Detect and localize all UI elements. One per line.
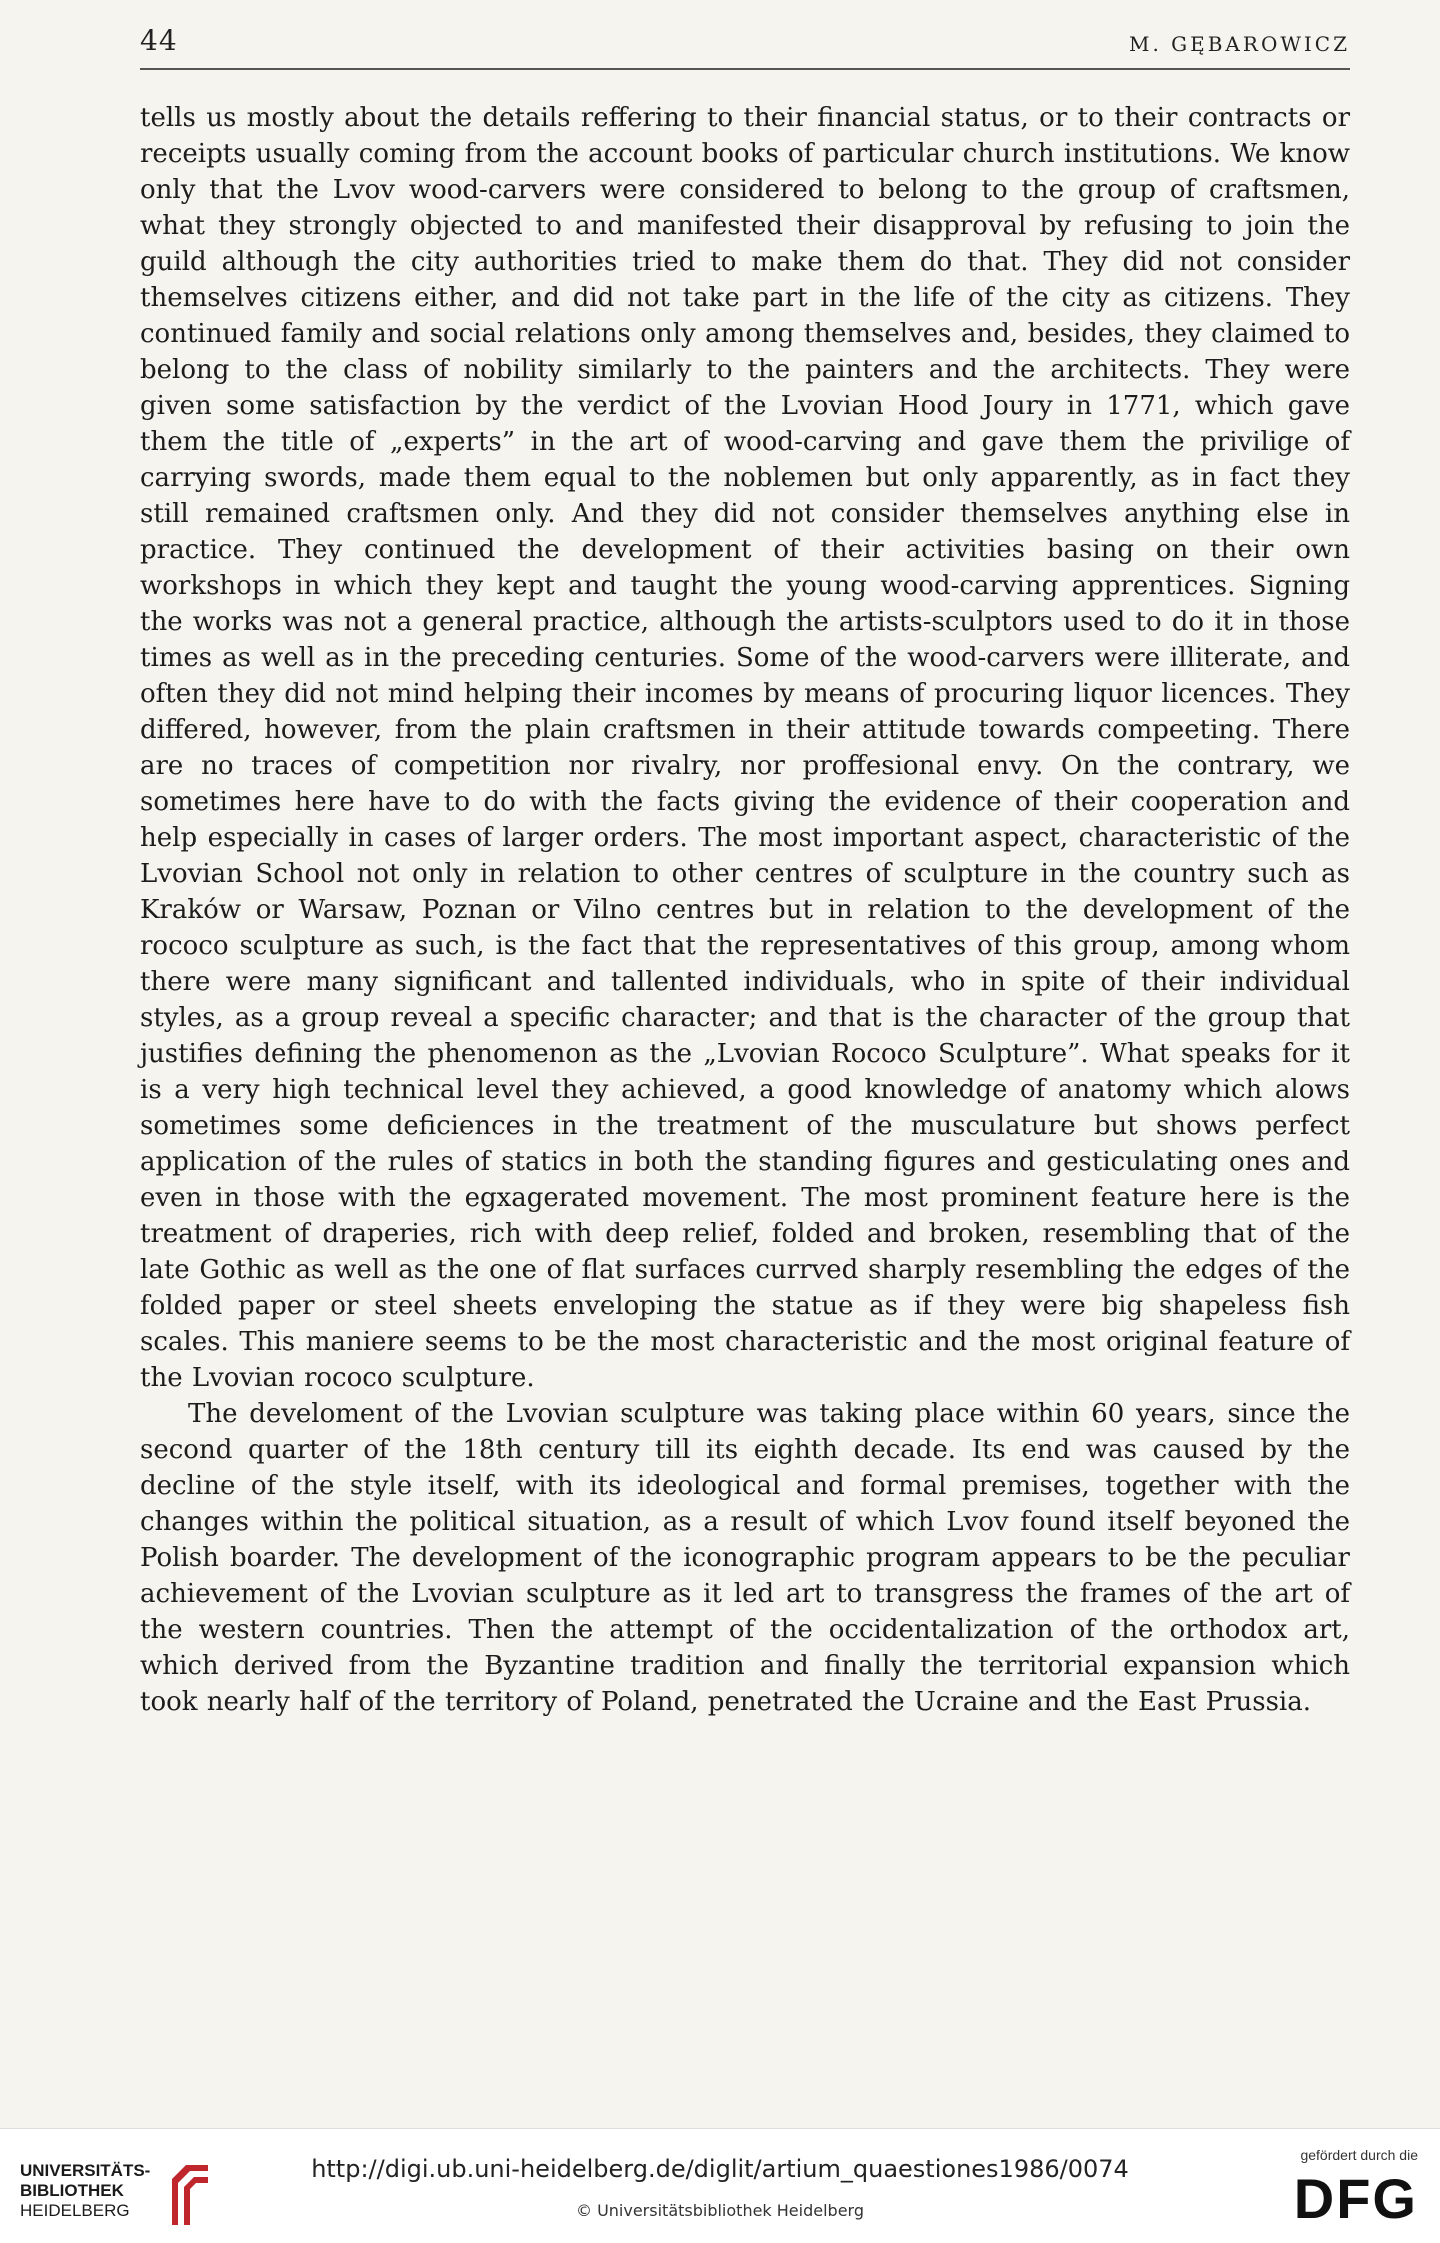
dfg-sponsor[interactable] [1268, 2147, 1418, 2237]
article-body [140, 100, 1350, 1720]
library-name [20, 2161, 150, 2221]
running-head [140, 24, 1350, 70]
running-head-author: M. GĘBAROWICZ [1128, 32, 1350, 56]
paragraph: The develoment of the Lvovian sculpture was taking place within 60 years, since the second quarter of the 18th century till its eighth decade. Its end was caused by the decline of the style itself, with its ideological and formal premises, together with the changes within the political situation, as a result of which Lvov found itself beyoned the Polish boarder. The development of the iconographic program appears to be the peculiar achievement of the Lvovian sculpture as it led art to transgress the frames of the art of the western countries. Then the attempt of the occidentalization of the orthodox art, which derived from the Byzantine tradition and finally the territorial expansion which took nearly half of the territory of Poland, penetrated the Ucraine and the East Prussia. [140, 1399, 1350, 1717]
dfg-logo: DFG [1293, 2167, 1418, 2230]
paragraph: tells us mostly about the details reffering to their financial status, or to their contracts or receipts usually coming from the account books of particular church institutions. We know only that the Lvov wood-carvers were considered to belong to the group of craftsmen, what they strongly objected to and manifested their disapproval by refusing to join the guild although the city authorities tried to make them do that. They did not consider themselves citizens either, and did not take part in the life of the city as citizens. They continued family and social relations only among themselves and, besides, they claimed to belong to the class of nobility similarly to the painters and the architects. They were given some satisfaction by the verdict of the Lvovian Hood Joury in 1771, which gave them the title of „experts” in the art of wood-carving and gave them the privilige of carrying swords, made them equal to the noblemen but only apparently, as in fact they still remained craftsmen only. And they did not consider themselves anything else in practice. They continued the development of their activities basing on their own workshops in which they kept and taught the young wood-carving apprentices. Signing the works was not a general practice, although the artists-sculptors used to do it in those times as well as in the preceding centuries. Some of the wood-carvers were illiterate, and often they did not mind helping their incomes by means of procuring liquor licences. They differed, however, from the plain craftsmen in their attitude towards compeeting. There are no traces of competition nor rivalry, nor proffesional envy. On the contrary, we sometimes here have to do with the facts giving the evidence of their cooperation and help especially in cases of larger orders. The most important aspect, characteristic of the Lvovian School not only in relation to other centres of sculpture in the country such as Kraków or Warsaw, Poznan or Vilno centres but in relation to the development of the rococo sculpture as such, is the fact that the representatives of this group, among whom there were many significant and tallented individuals, who in spite of their individual styles, as a group reveal a specific character; and that is the character of the group that justifies defining the phenomenon as the „Lvovian Rococo Sculpture”. What speaks for it is a very high technical level they achieved, a good knowledge of anatomy which alows sometimes some deficiences in the treatment of the musculature but shows perfect application of the rules of statics in both the standing figures and gesticulating ones and even in those with the egxagerated movement. The most prominent feature here is the treatment of draperies, rich with deep relief, folded and broken, resembling that of the late Gothic as well as the one of flat surfaces currved sharply resembling the edges of the folded paper or steel sheets enveloping the statue as if they were big shapeless fish scales. This maniere seems to be the most characteristic and the most original feature of the Lvovian rococo sculpture. [140, 103, 1350, 1393]
digitization-footer [0, 2128, 1440, 2243]
source-url-link[interactable]: http://digi.ub.uni-heidelberg.de/diglit/artium_quaestiones1986/0074 [311, 2155, 1129, 2183]
library-logo[interactable] [20, 2157, 250, 2227]
library-name-line: BIBLIOTHEK [20, 2181, 124, 2200]
library-name-line: HEIDELBERG [20, 2201, 130, 2220]
copyright-notice: © Universitätsbibliothek Heidelberg [575, 2201, 864, 2220]
page-number: 44 [140, 24, 178, 57]
sponsor-caption: gefördert durch die [1300, 2147, 1418, 2163]
library-emblem-icon [168, 2157, 212, 2227]
library-name-line: UNIVERSITÄTS- [20, 2161, 151, 2180]
